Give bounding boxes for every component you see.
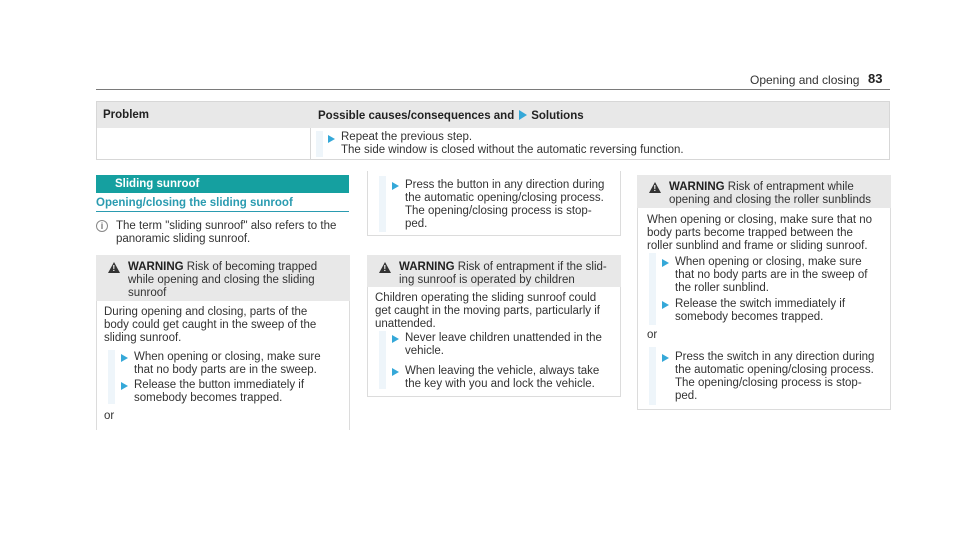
warning-body-line: roller sunblind and frame or sliding sunroof.: [647, 240, 868, 252]
note-text: [116, 220, 351, 246]
step-text: [405, 179, 604, 231]
warning-title-line: Risk of becoming trapped: [186, 261, 318, 273]
warning-title-line: Risk of entrapment while: [727, 181, 854, 193]
note-line: panoramic sliding sunroof.: [116, 233, 251, 245]
step-line: Release the switch immediately if: [675, 298, 846, 310]
table-column-divider: [310, 128, 311, 160]
info-icon: i: [96, 220, 108, 232]
step-bar: [649, 347, 656, 405]
warning-exclamation-icon: !: [383, 264, 387, 273]
warning-body-line: get caught in the moving parts, particularly if: [375, 305, 601, 317]
warning-body: [375, 292, 600, 331]
warning-border: [96, 301, 97, 430]
step-line: When opening or closing, make sure: [134, 351, 321, 363]
warning-body-line: During opening and closing, parts of the: [104, 306, 308, 318]
step-bar: [379, 331, 386, 389]
page-number: 83: [868, 71, 883, 86]
step-text: [675, 298, 845, 324]
warning-title: [128, 261, 317, 300]
step-line: Never leave children unattended in the: [405, 332, 602, 344]
warning-body: [104, 306, 316, 345]
warning-title: [669, 181, 871, 207]
column-header-causes: [318, 110, 584, 122]
causes-label: Possible causes/consequences and: [318, 110, 515, 122]
warning-body-line: sliding sunroof.: [104, 332, 182, 344]
step-line: Press the button in any direction during: [405, 179, 605, 191]
step-arrow-icon: [662, 301, 669, 309]
step-line: The opening/closing process is stop-: [675, 377, 862, 389]
step-arrow-icon: [662, 259, 669, 267]
step-text: [675, 351, 874, 403]
warning-title-line: ing sunroof is operated by children: [399, 274, 575, 286]
warning-title: [399, 261, 607, 287]
header-rule: [96, 89, 890, 90]
warning-body-line: body could get caught in the sweep of the: [104, 319, 317, 331]
warning-label: WARNING: [399, 261, 455, 273]
solutions-label: Solutions: [531, 110, 584, 122]
step-line: that no body parts are in the sweep.: [134, 364, 317, 376]
warning-label: WARNING: [669, 181, 725, 193]
step-line: ped.: [675, 390, 698, 402]
step-text: [134, 351, 321, 377]
warning-border: [349, 301, 350, 430]
problem-table: [96, 101, 890, 160]
or-text: or: [647, 329, 658, 341]
warning-title-line: opening and closing the roller sunblinds: [669, 194, 872, 206]
warning-body: [647, 214, 872, 253]
step-line: the key with you and lock the vehicle.: [405, 378, 595, 390]
table-header-row: [97, 102, 889, 128]
step-arrow-icon: [328, 135, 335, 143]
step-line: Release the button immediately if: [134, 379, 305, 391]
warning-box: [637, 175, 891, 410]
warning-box: [367, 255, 621, 397]
warning-label: WARNING: [128, 261, 184, 273]
step-arrow-icon: [121, 382, 128, 390]
step-text: [675, 256, 867, 295]
step-arrow-icon: [392, 335, 399, 343]
step-bar: [108, 350, 115, 404]
warning-body-line: When opening or closing, make sure that no: [647, 214, 873, 226]
warning-box: [96, 255, 350, 430]
warning-title-line: sunroof: [128, 287, 167, 299]
solution-arrow-icon: [519, 110, 527, 120]
step-line: ped.: [405, 218, 428, 230]
warning-exclamation-icon: !: [112, 264, 116, 273]
warning-exclamation-icon: !: [653, 184, 657, 193]
page-header-title: Opening and closing: [750, 73, 860, 87]
solution-line: Repeat the previous step.: [341, 131, 473, 143]
step-bar: [316, 131, 323, 157]
step-line: When opening or closing, make sure: [675, 256, 862, 268]
column-header-problem: Problem: [103, 109, 150, 121]
table-row-solution: [341, 131, 684, 157]
step-line: Press the switch in any direction during: [675, 351, 875, 363]
step-line: somebody becomes trapped.: [675, 311, 824, 323]
step-line: the automatic opening/closing process.: [405, 192, 604, 204]
warning-title-line: while opening and closing the sliding: [128, 274, 315, 286]
or-text: or: [104, 410, 115, 422]
step-text: [134, 379, 304, 405]
step-line: vehicle.: [405, 345, 444, 357]
warning-body-line: Children operating the sliding sunroof could: [375, 292, 597, 304]
step-line: The opening/closing process is stop-: [405, 205, 592, 217]
warning-title-line: Risk of entrapment if the slid-: [457, 261, 607, 273]
step-line: the roller sunblind.: [675, 282, 769, 294]
step-arrow-icon: [392, 182, 399, 190]
subsection-rule: [96, 211, 349, 212]
note-line: The term "sliding sunroof" also refers to the: [116, 220, 337, 232]
step-line: somebody becomes trapped.: [134, 392, 283, 404]
warning-body-line: unattended.: [375, 318, 436, 330]
step-arrow-icon: [121, 354, 128, 362]
step-bar: [649, 253, 656, 325]
subsection-title: Opening/closing the sliding sunroof: [96, 197, 293, 209]
step-arrow-icon: [662, 354, 669, 362]
step-line: that no body parts are in the sweep of: [675, 269, 868, 281]
step-text: [405, 332, 602, 358]
step-text: [405, 365, 599, 391]
step-line: When leaving the vehicle, always take: [405, 365, 600, 377]
step-arrow-icon: [392, 368, 399, 376]
solution-line: The side window is closed without the automatic reversing function.: [341, 144, 684, 156]
step-line: the automatic opening/closing process.: [675, 364, 874, 376]
section-title: Sliding sunroof: [96, 175, 349, 193]
step-bar: [379, 176, 386, 232]
warning-body-line: body parts become trapped between the: [647, 227, 853, 239]
